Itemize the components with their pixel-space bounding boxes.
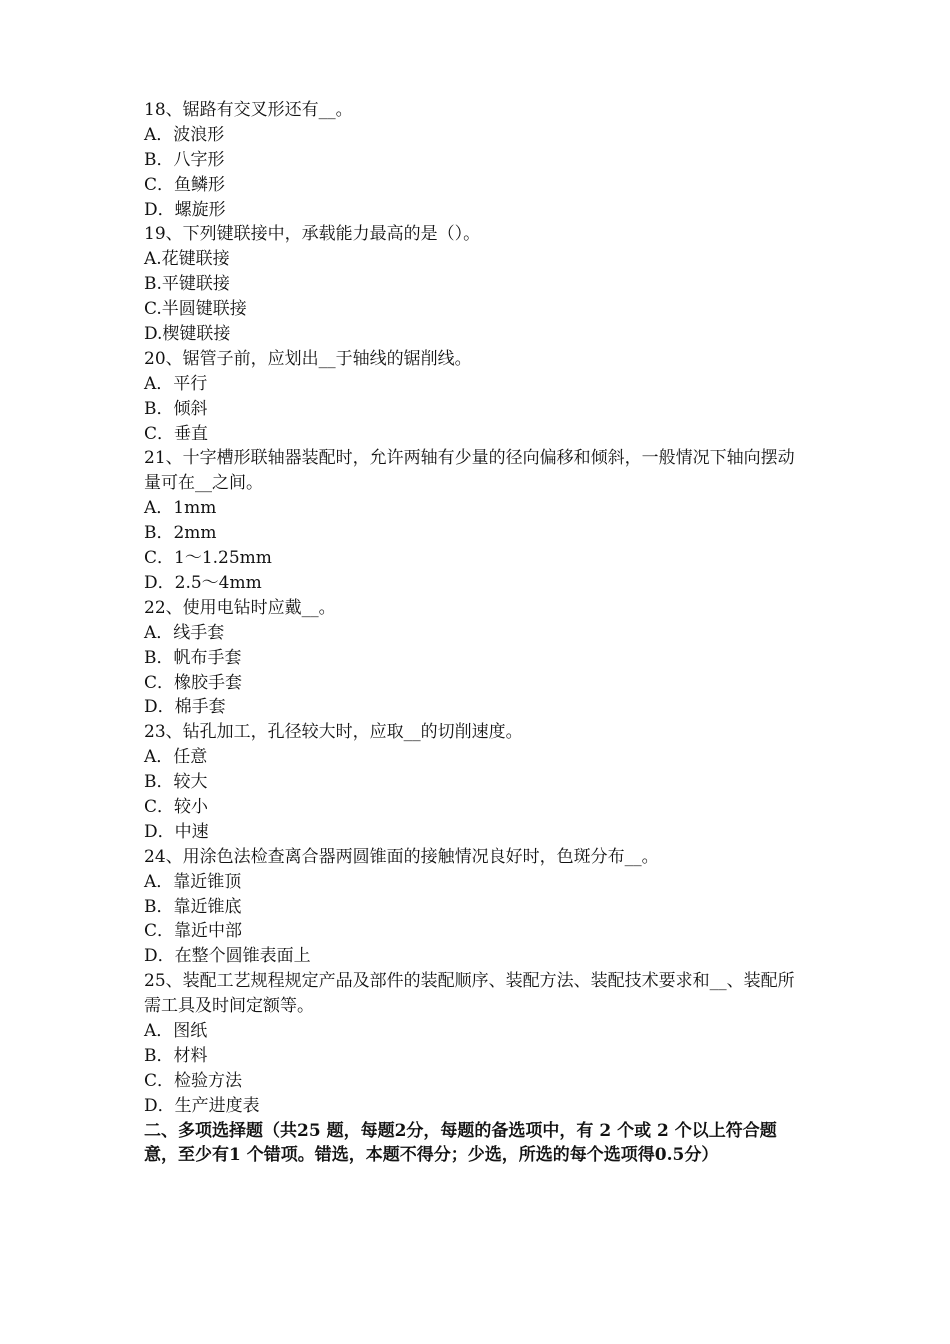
question-21 (144, 446, 810, 595)
option-b: B.平键联接 (144, 274, 230, 295)
question-22 (144, 596, 810, 720)
question-stem: 22、使用电钻时应戴__。 (144, 597, 336, 618)
option-a: A.花键联接 (144, 249, 230, 270)
section-heading-multiple-choice: 二、多项选择题（共25 题，每题2分，每题的备选项中，有 2 个或 2 个以上符合题意，至少有1 个错项。错选，本题不得分；少选，所选的每个选项得0.5分） (144, 1120, 777, 1166)
option-a: A．波浪形 (144, 124, 225, 145)
option-a: A．线手套 (144, 622, 225, 643)
option-c: C．垂直 (144, 423, 209, 444)
option-d: D．中速 (144, 821, 209, 842)
option-d: D．生产进度表 (144, 1095, 260, 1116)
question-24 (144, 845, 810, 969)
option-b: B．靠近锥底 (144, 896, 242, 917)
question-stem: 21、十字槽形联轴器装配时，允许两轴有少量的径向偏移和倾斜，一般情况下轴向摆动量可在__之间。 (144, 448, 795, 494)
option-c: C．靠近中部 (144, 921, 243, 942)
question-23 (144, 720, 810, 844)
option-c: C.半圆键联接 (144, 299, 247, 320)
question-stem: 20、锯管子前，应划出__于轴线的锯削线。 (144, 348, 472, 369)
option-d: D．2.5～4mm (144, 572, 262, 593)
option-c: C．检验方法 (144, 1070, 243, 1091)
option-b: B．材料 (144, 1045, 208, 1066)
option-b: B．八字形 (144, 149, 225, 170)
question-stem: 19、下列键联接中，承载能力最高的是（）。 (144, 224, 481, 245)
option-b: B．帆布手套 (144, 647, 242, 668)
option-d: D．螺旋形 (144, 199, 226, 220)
option-b: B．2mm (144, 523, 217, 544)
option-c: C．橡胶手套 (144, 672, 243, 693)
option-a: A．任意 (144, 747, 208, 768)
question-25 (144, 969, 810, 1118)
option-c: C．1～1.25mm (144, 548, 272, 569)
question-stem: 18、锯路有交叉形还有__。 (144, 100, 353, 120)
question-list (144, 98, 810, 1168)
question-stem: 24、用涂色法检查离合器两圆锥面的接触情况良好时，色斑分布__。 (144, 846, 659, 867)
question-stem: 23、钻孔加工，孔径较大时，应取__的切削速度。 (144, 722, 523, 743)
question-19 (144, 222, 810, 346)
option-c: C．鱼鳞形 (144, 174, 226, 195)
question-stem: 25、装配工艺规程规定产品及部件的装配顺序、装配方法、装配技术要求和__、装配所需工具及时间定额等。 (144, 971, 795, 1017)
option-a: A．图纸 (144, 1021, 208, 1042)
option-d: D．在整个圆锥表面上 (144, 946, 311, 967)
option-c: C．较小 (144, 796, 209, 817)
option-a: A．平行 (144, 373, 208, 394)
option-a: A．1mm (144, 498, 217, 519)
option-b: B．倾斜 (144, 398, 208, 419)
option-d: D.楔键联接 (144, 324, 231, 345)
option-a: A．靠近锥顶 (144, 871, 242, 892)
option-d: D．棉手套 (144, 697, 226, 718)
question-20 (144, 347, 810, 447)
option-b: B．较大 (144, 772, 208, 793)
question-18 (144, 98, 810, 222)
